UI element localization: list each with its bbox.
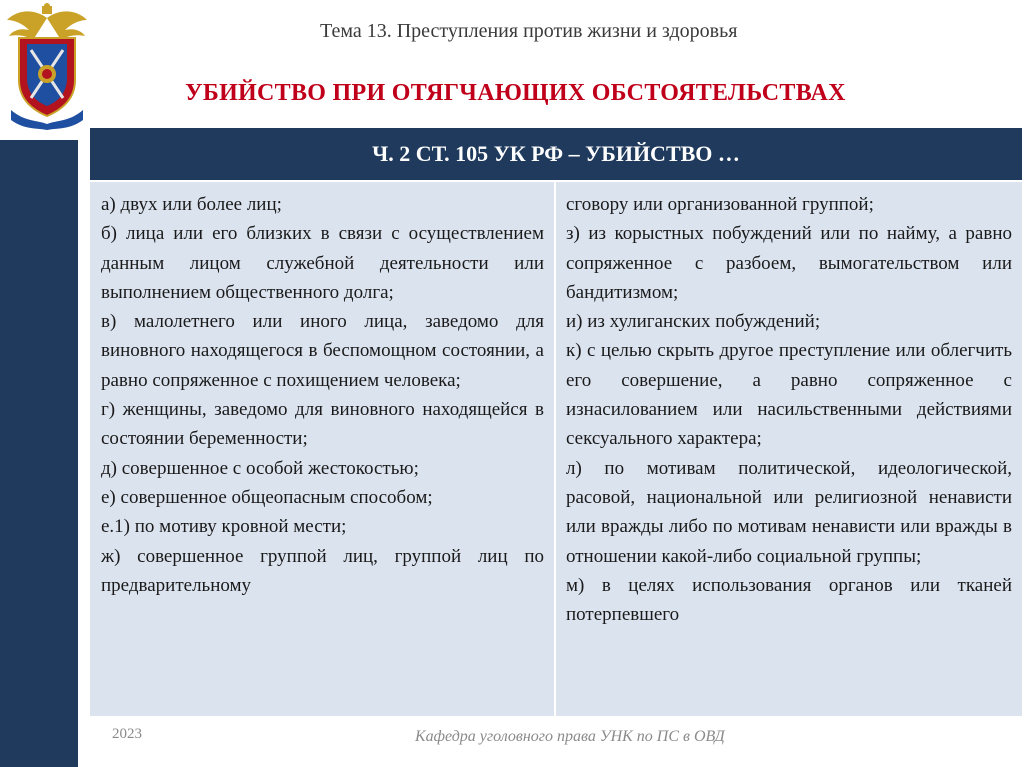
topic-title: Тема 13. Преступления против жизни и здоровья [320, 20, 738, 42]
right-column [556, 182, 1022, 716]
list-item: е.1) по мотиву кровной мести; [101, 516, 347, 538]
list-item: ж) совершенное группой лиц, группой лиц по предварительному [101, 545, 544, 596]
slide-title: УБИЙСТВО ПРИ ОТЯГЧАЮЩИХ ОБСТОЯТЕЛЬСТВАХ [185, 80, 846, 106]
list-item: г) женщины, заведомо для виновного находящейся в состоянии беременности; [101, 399, 544, 450]
list-item: е) совершенное общеопасным способом; [101, 486, 433, 508]
list-item: в) малолетнего или иного лица, заведомо для виновного находящегося в беспомощном состоянии, а равно сопряженное с похищением человека; [101, 311, 544, 391]
article-table [90, 128, 1022, 716]
list-item: м) в целях использования органов или тканей потерпевшего [566, 574, 1012, 626]
left-accent-bar [0, 140, 78, 767]
list-item: б) лица или его близких в связи с осуществлением данным лицом служебной деятельности или выполнением общественного долга; [101, 223, 544, 303]
list-item: л) по мотивам политической, идеологической, расовой, национальной или религиозной ненависти или вражды либо по мотивам ненависти или вражды в отношении какой-либо социальной группы; [566, 457, 1012, 567]
footer-department: Кафедра уголовного права УНК по ПС в ОВД [415, 728, 725, 745]
table-heading: Ч. 2 СТ. 105 УК РФ – УБИЙСТВО … [90, 128, 1022, 180]
list-item: сговору или организованной группой; [566, 194, 874, 215]
list-item: а) двух или более лиц; [101, 194, 282, 215]
footer-year: 2023 [112, 726, 142, 742]
list-item: з) из корыстных побуждений или по найму, а равно сопряженное с разбоем, вымогательством или бандитизмом; [566, 223, 1012, 303]
list-item: к) с целью скрыть другое преступление или облегчить его совершение, а равно сопряженное с изнасилованием или насильственными действиями сексуального характера; [566, 340, 1012, 450]
left-column [90, 182, 554, 716]
police-emblem-icon [3, 2, 91, 132]
list-item: и) из хулиганских побуждений; [566, 311, 821, 333]
list-item: д) совершенное с особой жестокостью; [101, 457, 419, 479]
